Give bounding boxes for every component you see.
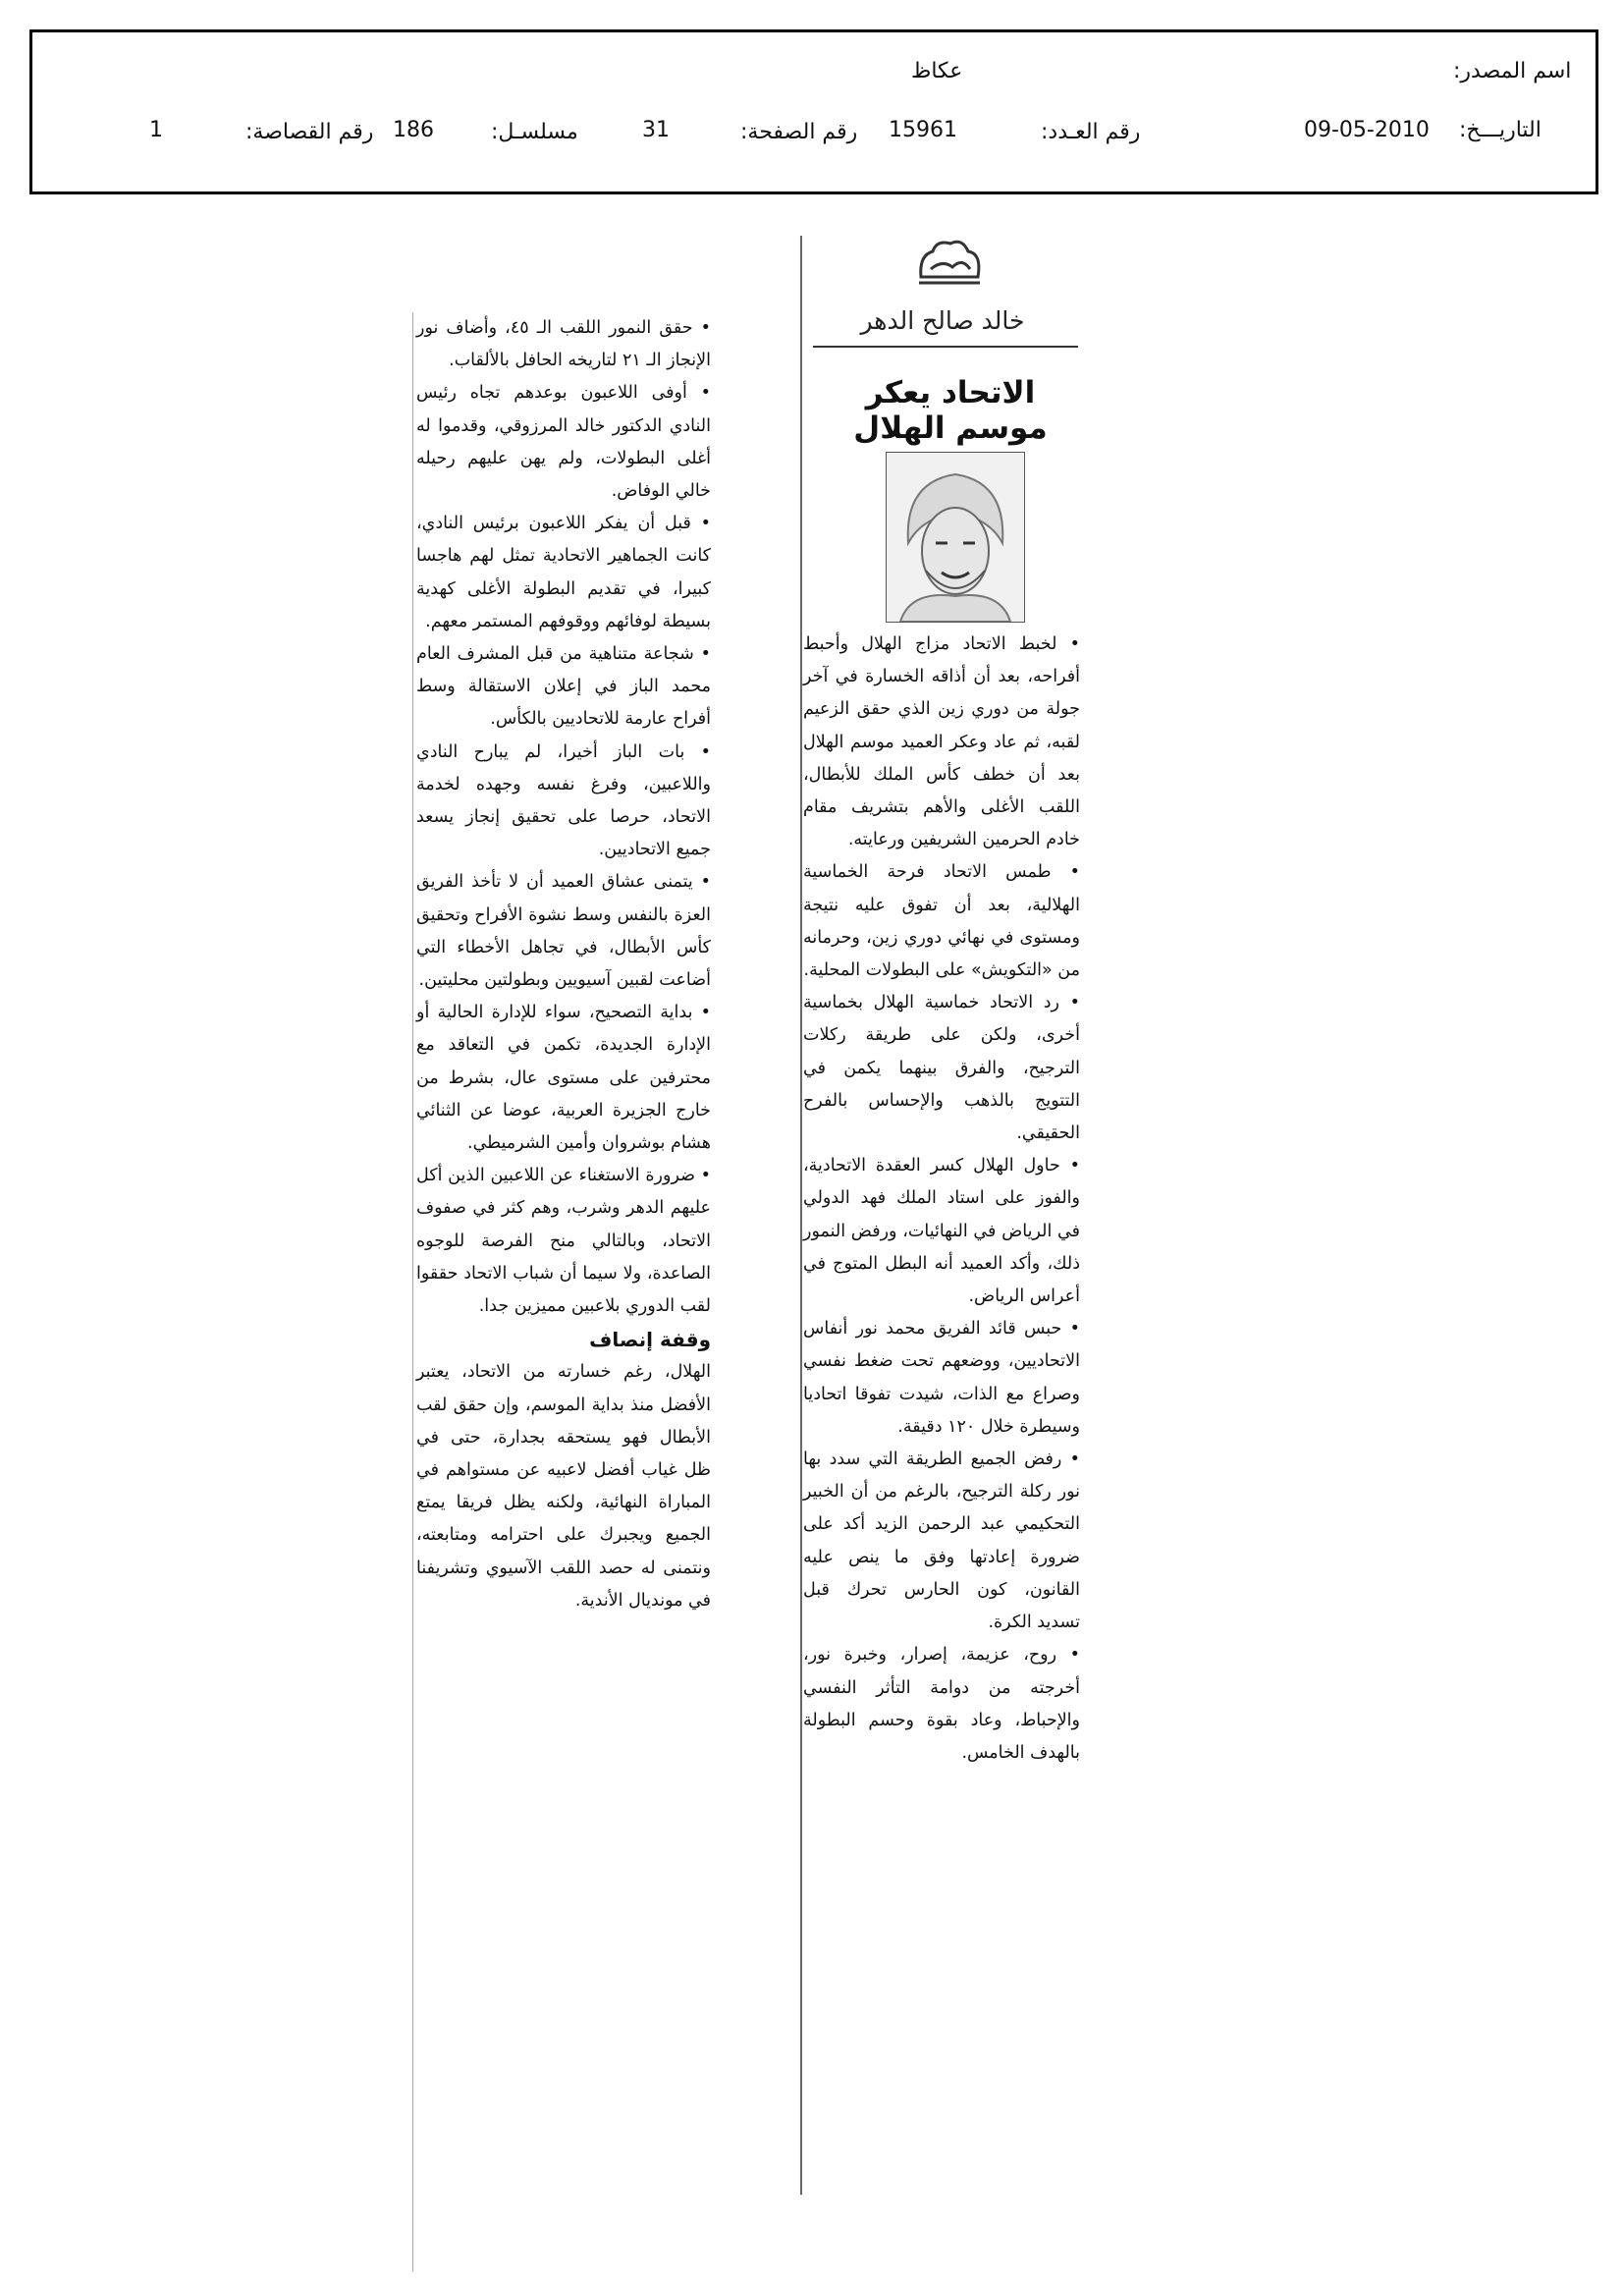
serial-label: مسلسـل:	[491, 120, 578, 144]
page-value: 31	[642, 118, 670, 142]
column-logo-icon	[913, 234, 986, 289]
issue-label: رقم العـدد:	[1041, 120, 1141, 144]
subheading: وقفة إنصاف	[589, 1328, 711, 1352]
paragraph: • روح، عزيمة، إصرار، وخبرة نور، أخرجته من دوامة التأثر النفسي والإحباط، وعاد بقوة وحسم البطولة بالهدف الخامس.	[803, 1645, 1080, 1763]
author-divider	[813, 346, 1078, 348]
author-photo	[886, 452, 1025, 623]
clip-value: 1	[149, 118, 163, 142]
paragraph: • قبل أن يفكر اللاعبون برئيس النادي، كانت الجماهير الاتحادية تمثل لهم هاجسا كبيرا، في تقديم البطولة الأغلى كهدية بسيطة لوفائهم ووقوفهم المستمر معهم.	[416, 514, 711, 631]
paragraph: • حبس قائد الفريق محمد نور أنفاس الاتحاديين، ووضعهم تحت ضغط نفسي وصراع مع الذات، شيدت تفوقا اتحاديا وسيطرة خلال ١٢٠ دقيقة.	[803, 1319, 1080, 1437]
paragraph: • لخبط الاتحاد مزاج الهلال وأحبط أفراحه، بعد أن أذاقه الخسارة في آخر جولة من دوري زين الذي حقق الزعيم لقبه، ثم عاد وعكر العميد موسم الهلال بعد أن خطف كأس الملك للأبطال، اللقب الأغلى والأهم بتشريف مقام خادم الحرمين الشريفين ورعايته.	[803, 634, 1080, 850]
source-value: عكاظ	[911, 59, 963, 83]
paragraph: الهلال، رغم خسارته من الاتحاد، يعتبر الأفضل منذ بداية الموسم، وإن حقق لقب الأبطال فهو يستحقه بجدارة، حتى في ظل غياب أفضل لاعبيه عن مستواهم في المباراة النهائية، ولكنه يظل فريقا يمتع الجميع ويجبرك على احترامه ومتابعته، ونتمنى له حصد اللقب الآسيوي وتشريفنا في مونديال الأندية.	[416, 1362, 711, 1611]
paragraph: • بات الباز أخيرا، لم يبارح النادي واللاعبين، وفرغ نفسه وجهده لخدمة الاتحاد، حرصا على تحقيق إنجاز يسعد جميع الاتحاديين.	[416, 741, 711, 860]
paragraph: • يتمنى عشاق العميد أن لا تأخذ الفريق العزة بالنفس وسط نشوة الأفراح وتحقيق كأس الأبطال، في تجاهل الأخطاء التي أضاعت لقبين آسيويين وبطولتين محليتين.	[416, 872, 711, 991]
paragraph: • ضرورة الاستغناء عن اللاعبين الذين أكل عليهم الدهر وشرب، وهم كثر في صفوف الاتحاد، وبالتالي منح الفرصة للوجوه الصاعدة، ولا سيما أن شباب الاتحاد حققوا لقب الدوري بلاعبين مميزين جدا.	[416, 1166, 711, 1317]
right-column	[803, 629, 1080, 1770]
paragraph: • شجاعة متناهية من قبل المشرف العام محمد الباز في إعلان الاستقالة وسط أفراح عارمة للاتحاديين بالكأس.	[416, 644, 711, 730]
paragraph: • حقق النمور اللقب الـ ٤٥، وأضاف نور الإنجاز الـ ٢١ لتاريخه الحافل بالألقاب.	[416, 318, 711, 371]
author-name: خالد صالح الدهر	[860, 306, 1025, 335]
page-label: رقم الصفحة:	[740, 120, 858, 144]
article-title: الاتحاد يعكر موسم الهلال	[853, 375, 1048, 446]
issue-value: 15961	[889, 118, 957, 142]
date-value: 09-05-2010	[1304, 118, 1430, 142]
paragraph: • رد الاتحاد خماسية الهلال بخماسية أخرى، ولكن على طريقة ركلات الترجيح، والفرق بينهما يكمن في التتويج بالذهب والإحساس بالفرح الحقيقي.	[803, 993, 1080, 1144]
clip-label: رقم القصاصة:	[245, 120, 374, 144]
date-label: التاريـــخ:	[1459, 118, 1542, 142]
clipping-header	[29, 29, 1598, 194]
paragraph: • طمس الاتحاد فرحة الخماسية الهلالية، بعد أن تفوق عليه نتيجة ومستوى في نهائي دوري زين، وحرمانه من «التكويش» على البطولات المحلية.	[803, 862, 1080, 981]
paragraph: • حاول الهلال كسر العقدة الاتحادية، والفوز على استاد الملك فهد الدولي في الرياض في النهائيات، ورفض النمور ذلك، وأكد العميد أنه البطل المتوج في أعراس الرياض.	[803, 1156, 1080, 1307]
column-divider	[800, 236, 802, 2195]
paragraph: • بداية التصحيح، سواء للإدارة الحالية أو الإدارة الجديدة، تكمن في التعاقد مع محترفين على مستوى عال، بشرط من خارج الجزيرة العربية، عوضا عن الثنائي هشام بوشروان وأمين الشرميطي.	[416, 1003, 711, 1154]
left-column	[416, 312, 711, 1617]
paragraph: • أوفى اللاعبون بوعدهم تجاه رئيس النادي الدكتور خالد المرزوقي، وقدموا له أغلى البطولات، ولم يهن عليهم رحيله خالي الوفاض.	[416, 383, 711, 502]
serial-value: 186	[393, 118, 434, 142]
paragraph: • رفض الجميع الطريقة التي سدد بها نور ركلة الترجيح، بالرغم من أن الخبير التحكيمي عبد الرحمن الزيد أكد على ضرورة إعادتها وفق ما ينص عليه القانون، كون الحارس تحرك قبل تسديد الكرة.	[803, 1449, 1080, 1633]
source-label: اسم المصدر:	[1453, 59, 1572, 83]
clipping-left-edge	[412, 312, 413, 2271]
